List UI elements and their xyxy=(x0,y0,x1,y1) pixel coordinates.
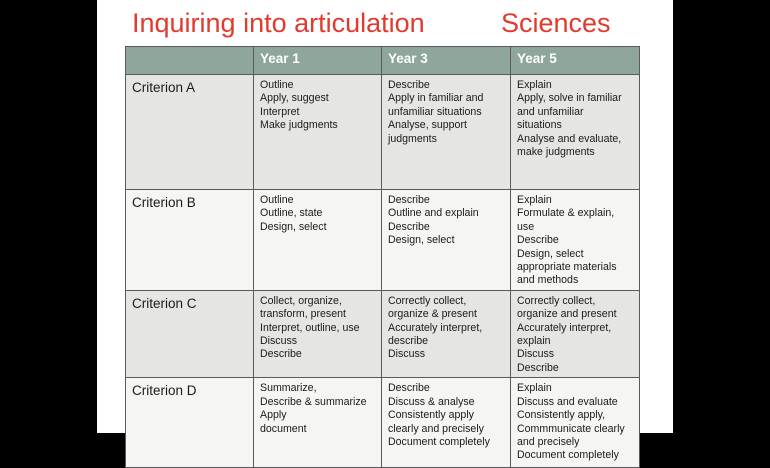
cell-line: unfamiliar situations xyxy=(388,105,482,118)
cell-line: Discuss xyxy=(388,348,426,361)
slide xyxy=(97,0,673,462)
cell-line: Design, select xyxy=(260,220,327,233)
cell-line: Design, select xyxy=(388,234,455,247)
cell-line: Correctly collect, xyxy=(517,294,596,307)
cell-line: Apply in familiar and xyxy=(388,92,484,105)
cell-line: Make judgments xyxy=(260,119,338,132)
cell-line: Consistently apply, xyxy=(517,409,606,422)
cell-line: organize and present xyxy=(517,308,617,321)
cell-line: Outline xyxy=(260,194,294,206)
header-blank-cell xyxy=(126,47,254,75)
cell-line: use xyxy=(517,220,535,233)
cell-line: Describe xyxy=(388,79,430,91)
criterion-label: Criterion A xyxy=(126,75,254,190)
cell-line: Outline and explain xyxy=(388,207,479,220)
cell-line: Design, select xyxy=(517,247,584,260)
criteria-table xyxy=(125,46,640,468)
cell-line: and precisely xyxy=(517,435,580,448)
cell-line: Explain xyxy=(517,79,552,91)
cell-line: Collect, organize, xyxy=(260,294,342,307)
table-header-row xyxy=(126,47,640,75)
year5-cell xyxy=(511,378,640,468)
cell-line: Describe xyxy=(388,194,430,206)
header-year-5: Year 5 xyxy=(511,47,640,75)
criterion-label: Criterion D xyxy=(126,378,254,468)
cell-line: Interpret, outline, use xyxy=(260,321,360,334)
cell-line: Commmunicate clearly xyxy=(517,422,625,435)
cell-line: clearly and precisely xyxy=(388,422,484,435)
year3-cell xyxy=(382,190,511,291)
cell-line: Document completely xyxy=(517,449,619,462)
cell-line: Describe xyxy=(388,220,430,233)
cell-line: Explain xyxy=(517,382,552,395)
header-year-3: Year 3 xyxy=(382,47,511,75)
year3-cell xyxy=(382,378,511,468)
table-row xyxy=(126,290,640,377)
header-year-1: Year 1 xyxy=(254,47,382,75)
cell-line: Consistently apply xyxy=(388,409,474,422)
year1-cell xyxy=(254,190,382,291)
table-row xyxy=(126,190,640,291)
year5-cell xyxy=(511,290,640,377)
cell-line: Apply xyxy=(260,409,287,422)
cell-line: Describe xyxy=(388,382,430,395)
cell-line: Interpret xyxy=(260,105,300,118)
cell-line: Describe xyxy=(260,348,302,361)
cell-line: Apply, suggest xyxy=(260,92,329,105)
criterion-label: Criterion B xyxy=(126,190,254,291)
cell-line: Summarize, xyxy=(260,382,317,395)
cell-line: Describe xyxy=(517,234,559,247)
cell-line: transform, present xyxy=(260,308,346,321)
cell-line: Describe & summarize xyxy=(260,395,367,408)
cell-line: Explain xyxy=(517,194,552,206)
cell-line: Outline xyxy=(260,79,294,91)
cell-line: Apply, solve in familiar xyxy=(517,92,622,105)
year1-cell xyxy=(254,290,382,377)
cell-line: Describe xyxy=(517,361,559,374)
table-row xyxy=(126,378,640,468)
cell-line: Discuss xyxy=(260,335,298,348)
criterion-label: Criterion C xyxy=(126,290,254,377)
cell-line: Discuss & analyse xyxy=(388,395,475,408)
cell-line: Analyse, support xyxy=(388,119,467,132)
subject-heading: Sciences xyxy=(501,8,611,38)
year3-cell xyxy=(382,290,511,377)
table-row xyxy=(126,75,640,190)
cell-line: Accurately interpret, xyxy=(517,321,612,334)
cell-line: organize & present xyxy=(388,308,477,321)
cell-line: Accurately interpret, xyxy=(388,321,483,334)
year5-cell xyxy=(511,190,640,291)
cell-line: Document completely xyxy=(388,435,490,448)
cell-line: Discuss and evaluate xyxy=(517,395,618,408)
slide-title: Inquiring into articulation xyxy=(132,8,425,38)
cell-line: situations xyxy=(517,119,562,132)
cell-line: Analyse and evaluate, xyxy=(517,132,622,145)
cell-line: explain xyxy=(517,335,551,348)
cell-line: appropriate materials xyxy=(517,261,617,274)
cell-line: Correctly collect, xyxy=(388,294,467,307)
cell-line: make judgments xyxy=(517,146,595,159)
year3-cell xyxy=(382,75,511,190)
cell-line: Outline, state xyxy=(260,207,323,220)
year5-cell xyxy=(511,75,640,190)
year1-cell xyxy=(254,75,382,190)
cell-line: Discuss xyxy=(517,348,555,361)
cell-line: describe xyxy=(388,335,429,348)
year1-cell xyxy=(254,378,382,468)
cell-line: Formulate & explain, xyxy=(517,207,615,220)
cell-line: judgments xyxy=(388,132,437,145)
cell-line: and unfamiliar xyxy=(517,105,584,118)
cell-line: and methods xyxy=(517,274,579,287)
cell-line: document xyxy=(260,422,307,435)
